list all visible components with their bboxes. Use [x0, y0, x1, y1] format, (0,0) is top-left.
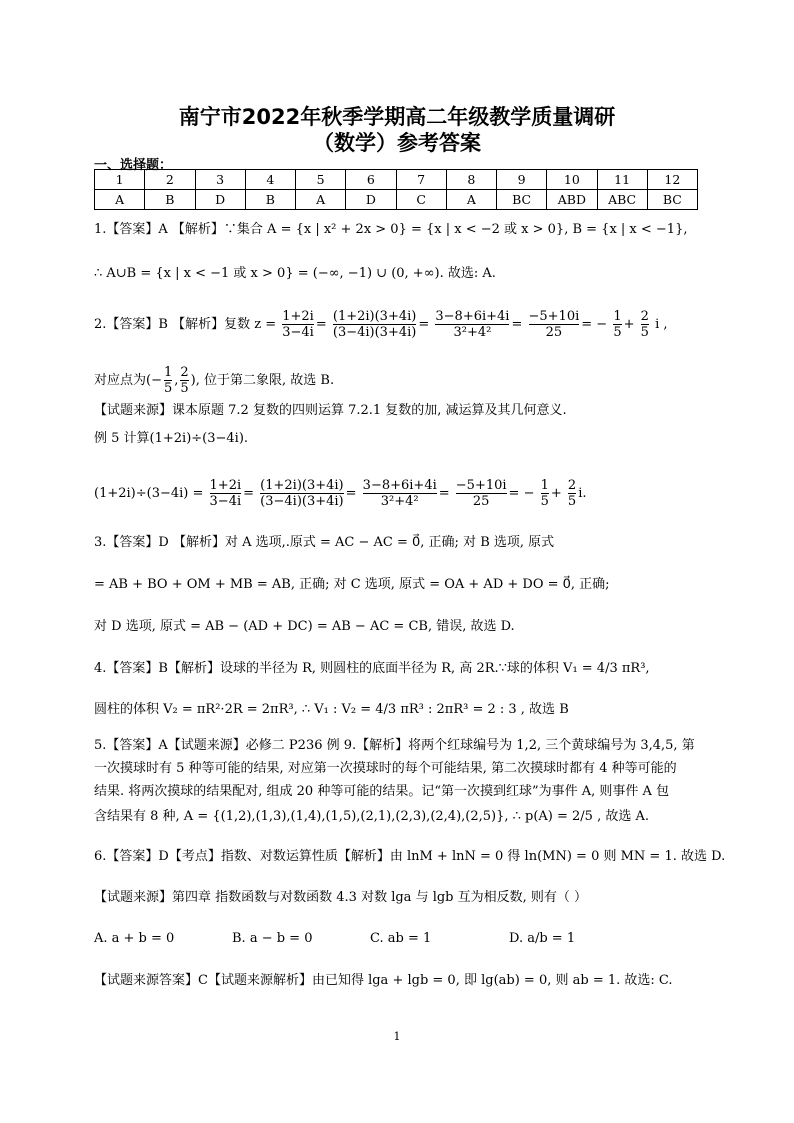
denominator: 25 — [529, 324, 580, 340]
option-a: A. a + b = 0 — [94, 931, 175, 946]
fraction — [613, 309, 621, 340]
answer-cell: BC — [497, 190, 547, 210]
q2-point-suffix: ), 位于第二象限, 故选 B. — [190, 373, 335, 388]
fraction — [568, 478, 576, 509]
q3-solution-line: 3.【答案】D 【解析】对 A 选项,.原式 = AC − AC = 0⃗, 正确; 对 B 选项, 原式 — [94, 535, 555, 550]
q1-solution-line: 1.【答案】A 【解析】∵集合 A = {x | x² + 2x > 0} = {x | x < −2 或 x > 0}, B = {x | x < −1}, — [94, 222, 688, 237]
denominator: (3−4i)(3+4i) — [332, 325, 417, 340]
fraction — [282, 309, 314, 340]
q5-solution-line: 5.【答案】A【试题来源】必修二 P236 例 9.【解析】将两个红球编号为 1,2, 三个黄球编号为 3,4,5, 第 — [94, 738, 695, 753]
q5-solution-line: 含结果有 8 种, A = {(1,2),(1,3),(1,4),(1,5),(2,1),(2,3),(2,4),(2,5)}, ∴ p(A) = 2/5 , 故选 A. — [94, 809, 650, 824]
page-number: 1 — [393, 1030, 401, 1043]
question-number: 11 — [597, 170, 647, 190]
q2-calc-prefix: (1+2i)÷(3−4i) = — [94, 486, 204, 501]
numerator: 1+2i — [282, 309, 314, 324]
fraction — [363, 478, 437, 509]
numerator: 3−8+6i+4i — [435, 309, 510, 324]
answer-cell: D — [195, 190, 245, 210]
q6-source-line: 【试题来源】第四章 指数函数与对数函数 4.3 对数 lga 与 lgb 互为相反数, 则有（ ） — [94, 890, 588, 905]
denominator: 3²+4² — [435, 324, 509, 340]
fraction — [180, 365, 188, 396]
denominator: 25 — [456, 493, 507, 509]
denominator: 5 — [163, 381, 173, 396]
numerator: 1 — [163, 365, 173, 380]
question-number: 9 — [497, 170, 547, 190]
q3-solution-line: = AB + BO + OM + MB = AB, 正确; 对 C 选项, 原式 = OA + AD + DO = 0⃗, 正确; — [94, 577, 610, 592]
answer-table-number-row — [95, 170, 698, 190]
fraction — [529, 309, 580, 340]
denominator: 5 — [540, 494, 549, 509]
q5-solution-line: 结果. 将两次摸球的结果配对, 组成 20 种等可能的结果。记“第一次摸到红球”为事件 A, 则事件 A 包 — [94, 784, 670, 799]
q2-prefix: 2.【答案】B 【解析】复数 z = — [94, 317, 277, 332]
q2-point-line: 对应点为(− $\frac{1}{5}$ , $\frac{2}{5}$ ), 位于第二象限, 故选 B. — [94, 365, 335, 396]
numerator: 2 — [640, 309, 649, 324]
question-number: 5 — [296, 170, 346, 190]
document-title: 南宁市2022年秋季学期高二年级教学质量调研 — [178, 105, 616, 129]
fraction — [435, 309, 509, 340]
q6-source-answer-line: 【试题来源答案】C【试题来源解析】由已知得 lga + lgb = 0, 即 lg(ab) = 0, 则 ab = 1. 故选: C. — [94, 973, 673, 988]
question-number: 3 — [195, 170, 245, 190]
answer-table — [94, 169, 698, 210]
numerator: 1 — [613, 309, 622, 324]
answer-cell: A — [95, 190, 145, 210]
q6-solution-line: 6.【答案】D【考点】指数、对数运算性质【解析】由 lnM + lnN = 0 得 ln(MN) = 0 则 MN = 1. 故选 D. — [94, 849, 726, 864]
denominator: (3−4i)(3+4i) — [260, 494, 344, 509]
fraction — [541, 478, 549, 509]
fraction — [164, 365, 172, 396]
answer-cell: B — [245, 190, 295, 210]
denominator: 5 — [640, 325, 649, 340]
option-c: C. ab = 1 — [370, 931, 432, 946]
denominator: 3−4i — [282, 325, 314, 340]
denominator: 5 — [613, 325, 622, 340]
option-b: B. a − b = 0 — [232, 931, 313, 946]
q2-source-line: 【试题来源】课本原题 7.2 复数的四则运算 7.2.1 复数的加, 减运算及其几何意义. — [94, 403, 567, 418]
question-number: 8 — [446, 170, 496, 190]
q2-tail: i , — [655, 317, 668, 332]
q2-solution-line: 2.【答案】B 【解析】复数 z = $\frac{1+2i}{3-4i}$ = $\frac{(1+2i)(3+4i)}{(3-4i)(3+4i)}$ = $\frac{3-8+6i+4i}{\text{3²+4²}}$ = $\frac{-5+10i}{25}$ = − $\frac{1}{5}$ + $\frac{2}{5}$ i , — [94, 309, 668, 340]
denominator: 5 — [567, 494, 577, 509]
question-number: 4 — [245, 170, 295, 190]
q4-solution-line: 4.【答案】B【解析】设球的半径为 R, 则圆柱的底面半径为 R, 高 2R.∵球的体积 V₁ = 4/3 πR³, — [94, 661, 650, 676]
numerator: (1+2i)(3+4i) — [260, 478, 344, 493]
numerator: 3−8+6i+4i — [362, 478, 437, 493]
numerator: 2 — [567, 478, 577, 493]
answer-cell: C — [396, 190, 446, 210]
numerator: 2 — [180, 365, 189, 380]
q4-solution-line: 圆柱的体积 V₂ = πR²·2R = 2πR³, ∴ V₁ : V₂ = 4/3 πR³ : 2πR³ = 2 : 3 , 故选 B — [94, 702, 569, 717]
numerator: −5+10i — [455, 478, 507, 493]
denominator: 5 — [180, 381, 189, 396]
q2-calc-line: (1+2i)÷(3−4i) = $\frac{1+2i}{3-4i}$ = $\frac{(1+2i)(3+4i)}{(3-4i)(3+4i)}$ = $\frac{3-8+6i+4i}{\text{3²+4²}}$ = $\frac{-5+10i}{25}$ = − $\frac{1}{5}$ + $\frac{2}{5}$ i. — [94, 478, 587, 509]
question-number: 1 — [95, 170, 145, 190]
option-d: D. a/b = 1 — [509, 931, 576, 946]
fraction — [333, 309, 416, 340]
question-number: 10 — [547, 170, 597, 190]
numerator: 1 — [540, 478, 549, 493]
q5-solution-line: 一次摸球时有 5 种等可能的结果, 对应第一次摸球时的每个可能结果, 第二次摸球时都有 4 种等可能的 — [94, 761, 677, 776]
question-number: 6 — [346, 170, 396, 190]
answer-cell: ABD — [547, 190, 597, 210]
numerator: (1+2i)(3+4i) — [332, 309, 417, 324]
question-number: 7 — [396, 170, 446, 190]
section-heading: 一、选择题： — [94, 158, 173, 173]
answer-cell: BC — [647, 190, 697, 210]
question-number: 2 — [145, 170, 195, 190]
answer-table-answer-row — [95, 190, 698, 210]
denominator: 3²+4² — [363, 493, 437, 509]
question-number: 12 — [647, 170, 697, 190]
answer-cell: ABC — [597, 190, 647, 210]
q3-solution-line: 对 D 选项, 原式 = AB − (AD + DC) = AB − AC = CB, 错误, 故选 D. — [94, 619, 515, 634]
answer-cell: D — [346, 190, 396, 210]
answer-cell: B — [145, 190, 195, 210]
q2-example-line: 例 5 计算(1+2i)÷(3−4i). — [94, 431, 249, 446]
document-subtitle: （数学）参考答案 — [313, 131, 481, 155]
denominator: 3−4i — [209, 494, 242, 509]
numerator: 1+2i — [209, 478, 242, 493]
fraction — [210, 478, 242, 509]
q1-solution-line: ∴ A∪B = {x | x < −1 或 x > 0} = (−∞, −1) ∪ (0, +∞). 故选: A. — [94, 266, 496, 281]
answer-cell: A — [446, 190, 496, 210]
fraction — [456, 478, 507, 509]
numerator: −5+10i — [528, 309, 580, 324]
answer-cell: A — [296, 190, 346, 210]
fraction — [641, 309, 649, 340]
q2-point-prefix: 对应点为(− — [94, 373, 162, 388]
fraction — [260, 478, 343, 509]
